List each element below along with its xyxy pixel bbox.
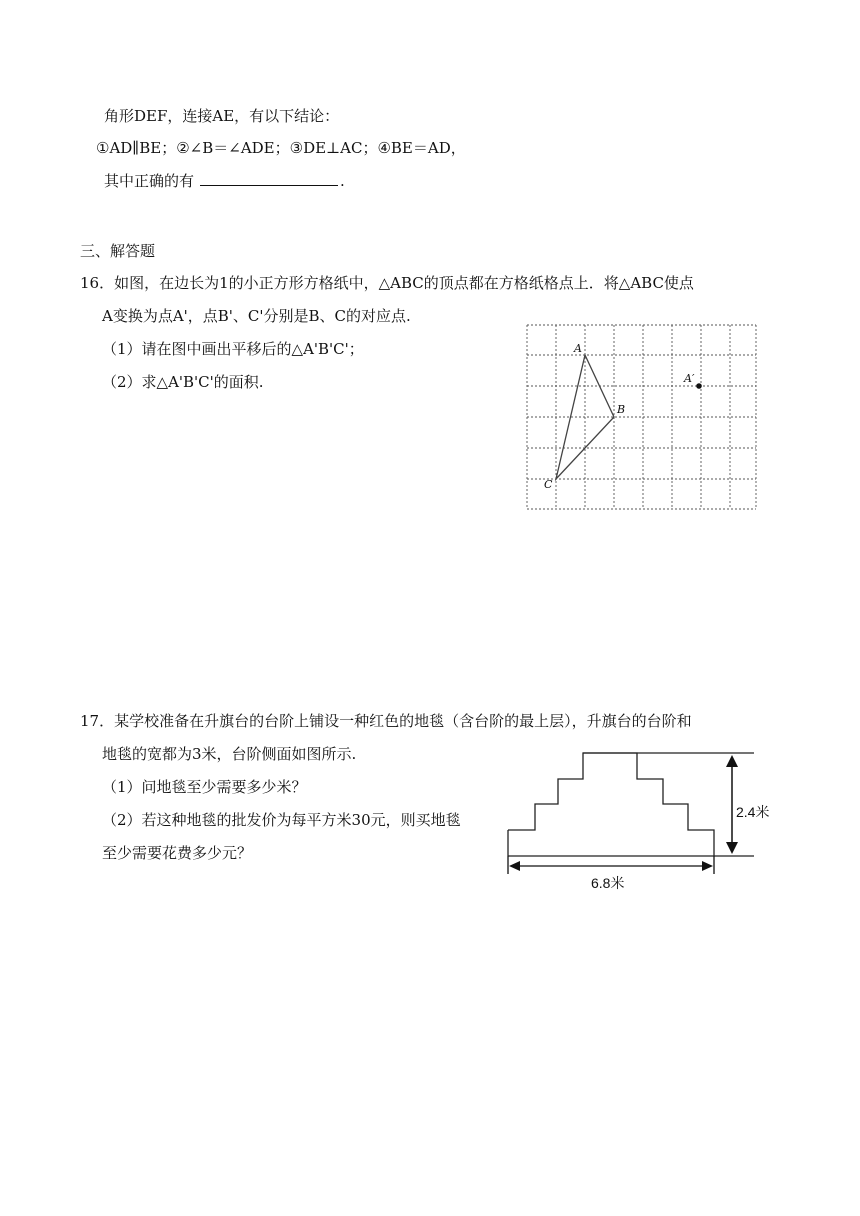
answer-blank xyxy=(200,171,338,186)
q17-part-1: （1）问地毯至少需要多少米？ xyxy=(102,778,307,796)
grid-figure xyxy=(524,322,760,512)
height-label: 2.4米 xyxy=(736,804,770,820)
label-b: B xyxy=(617,403,626,416)
q16-stem-line-1: 16．如图，在边长为1的小正方形方格纸中，△ABC的顶点都在方格纸格点上．将△ABC使点 xyxy=(80,274,694,292)
q17-stem-line-1: 17．某学校准备在升旗台的台阶上铺设一种红色的地毯（含台阶的最上层），升旗台的台阶和 xyxy=(80,712,692,730)
q16-part-2: （2）求△A'B'C'的面积. xyxy=(102,373,264,391)
q15-answer-period: . xyxy=(340,172,345,190)
point-a-prime xyxy=(696,383,702,389)
q15-answer-line xyxy=(104,171,345,191)
staircase-profile xyxy=(508,753,754,856)
label-a: A xyxy=(574,342,582,355)
q15-line-1: 角形DEF，连接AE，有以下结论： xyxy=(104,107,340,125)
q15-answer-prompt: 其中正确的有 xyxy=(104,172,195,190)
label-a-prime: A′ xyxy=(684,372,695,385)
q15-conclusions: ①AD∥BE；②∠B＝∠ADE；③DE⊥AC；④BE＝AD， xyxy=(96,139,466,157)
q16-stem-line-2: A变换为点A'，点B'、C'分别是B、C的对应点. xyxy=(102,307,411,325)
q17-part-2-line-2: 至少需要花费多少元？ xyxy=(102,844,253,862)
staircase-figure xyxy=(500,746,780,892)
grid-lines xyxy=(527,325,756,509)
label-c: C xyxy=(544,478,553,491)
q17-stem-line-2: 地毯的宽都为3米，台阶侧面如图所示. xyxy=(102,745,357,763)
q17-part-2-line-1: （2）若这种地毯的批发价为每平方米30元，则买地毯 xyxy=(102,811,461,829)
section-title: 三、解答题 xyxy=(80,242,156,260)
width-dimension xyxy=(508,856,714,874)
width-label: 6.8米 xyxy=(591,875,625,891)
q16-part-1: （1）请在图中画出平移后的△A'B'C'； xyxy=(102,340,364,358)
